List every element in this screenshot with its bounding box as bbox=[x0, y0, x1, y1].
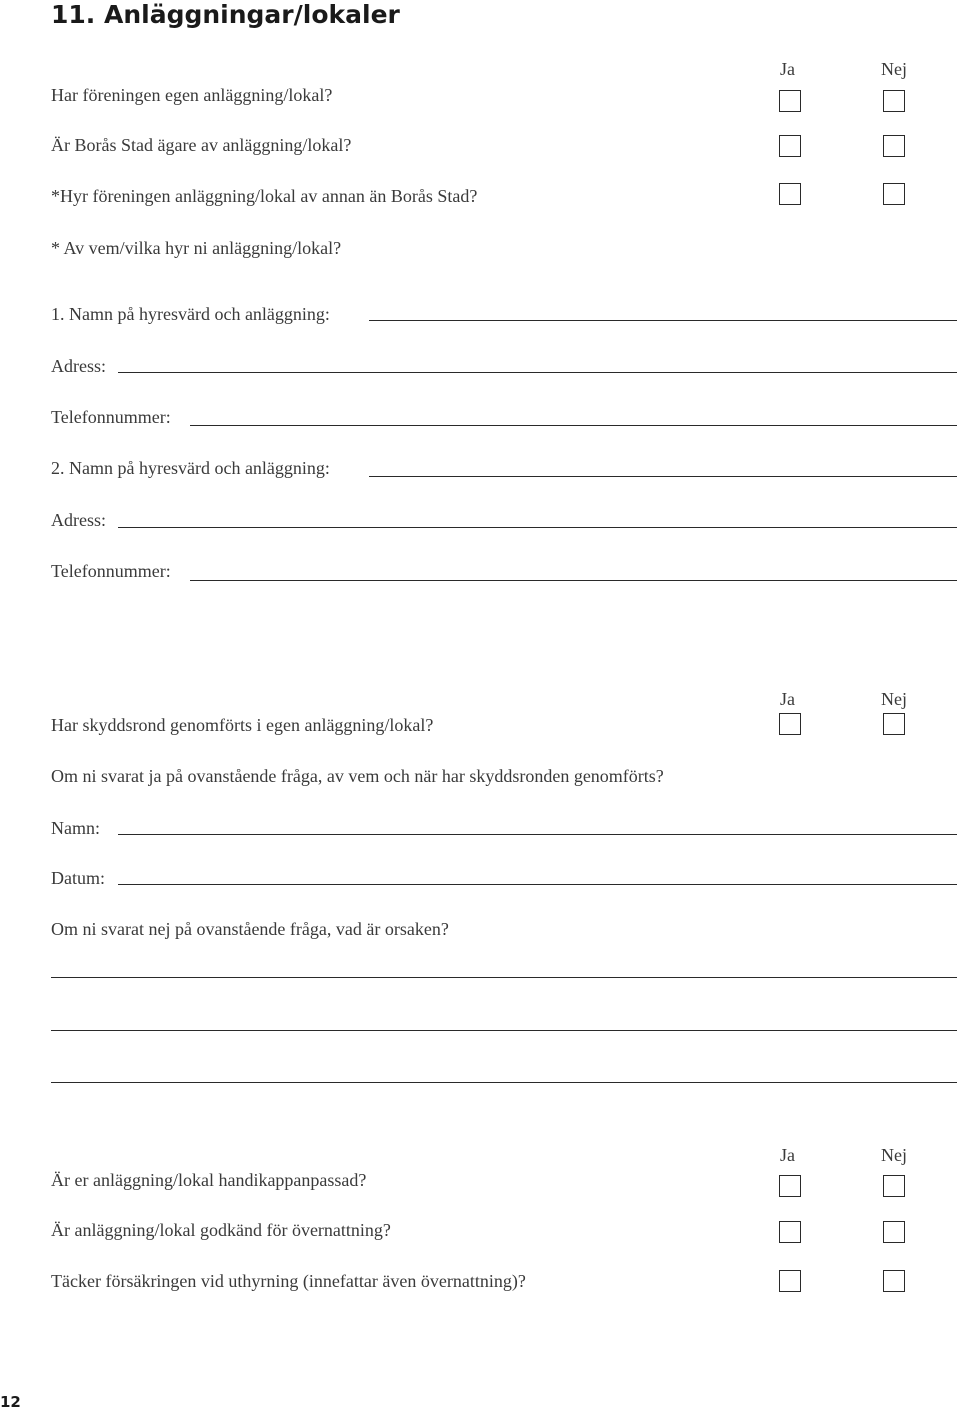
landlord-2-address-label: Adress: bbox=[51, 510, 106, 530]
landlord-2-phone-label: Telefonnummer: bbox=[51, 561, 171, 581]
column-header-no: Nej bbox=[881, 59, 907, 79]
landlord-1-phone-field[interactable] bbox=[190, 425, 957, 426]
accessible-no-checkbox[interactable] bbox=[883, 1175, 905, 1197]
column-header-yes: Ja bbox=[780, 59, 795, 79]
insurance-no-checkbox[interactable] bbox=[883, 1270, 905, 1292]
reason-line-3[interactable] bbox=[51, 1082, 957, 1083]
rent-other-yes-checkbox[interactable] bbox=[779, 183, 801, 205]
rent-other-no-checkbox[interactable] bbox=[883, 183, 905, 205]
landlord-2-address-field[interactable] bbox=[118, 527, 957, 528]
question-city-owner: Är Borås Stad ägare av anläggning/lokal? bbox=[51, 135, 352, 155]
own-facility-no-checkbox[interactable] bbox=[883, 90, 905, 112]
landlord-1-phone-label: Telefonnummer: bbox=[51, 407, 171, 427]
page-number: 12 bbox=[0, 1393, 21, 1411]
insurance-yes-checkbox[interactable] bbox=[779, 1270, 801, 1292]
column-header-yes-3: Ja bbox=[780, 1145, 795, 1165]
safety-round-yes-checkbox[interactable] bbox=[779, 713, 801, 735]
column-header-no-2: Nej bbox=[881, 689, 907, 709]
landlord-1-name-label: 1. Namn på hyresvärd och anläggning: bbox=[51, 304, 330, 324]
reason-line-2[interactable] bbox=[51, 1030, 957, 1031]
landlord-1-address-field[interactable] bbox=[118, 372, 957, 373]
question-insurance: Täcker försäkringen vid uthyrning (innefattar även övernattning)? bbox=[51, 1271, 526, 1291]
column-header-no-3: Nej bbox=[881, 1145, 907, 1165]
own-facility-yes-checkbox[interactable] bbox=[779, 90, 801, 112]
question-rent-other: *Hyr föreningen anläggning/lokal av annan än Borås Stad? bbox=[51, 186, 478, 206]
question-accessible: Är er anläggning/lokal handikappanpassad? bbox=[51, 1170, 367, 1190]
safety-name-field[interactable] bbox=[118, 834, 957, 835]
question-safety-round-reason: Om ni svarat nej på ovanstående fråga, vad är orsaken? bbox=[51, 919, 449, 939]
question-rent-from-whom: * Av vem/vilka hyr ni anläggning/lokal? bbox=[51, 238, 342, 258]
overnight-no-checkbox[interactable] bbox=[883, 1221, 905, 1243]
city-owner-yes-checkbox[interactable] bbox=[779, 135, 801, 157]
question-overnight: Är anläggning/lokal godkänd för övernattning? bbox=[51, 1220, 391, 1240]
reason-line-1[interactable] bbox=[51, 977, 957, 978]
safety-date-label: Datum: bbox=[51, 868, 105, 888]
column-header-yes-2: Ja bbox=[780, 689, 795, 709]
landlord-2-name-label: 2. Namn på hyresvärd och anläggning: bbox=[51, 458, 330, 478]
city-owner-no-checkbox[interactable] bbox=[883, 135, 905, 157]
overnight-yes-checkbox[interactable] bbox=[779, 1221, 801, 1243]
landlord-1-name-field[interactable] bbox=[369, 320, 957, 321]
landlord-2-name-field[interactable] bbox=[369, 476, 957, 477]
question-safety-round: Har skyddsrond genomförts i egen anläggning/lokal? bbox=[51, 715, 434, 735]
landlord-1-address-label: Adress: bbox=[51, 356, 106, 376]
accessible-yes-checkbox[interactable] bbox=[779, 1175, 801, 1197]
safety-round-no-checkbox[interactable] bbox=[883, 713, 905, 735]
section-title: 11. Anläggningar/lokaler bbox=[51, 0, 400, 29]
safety-name-label: Namn: bbox=[51, 818, 100, 838]
question-own-facility: Har föreningen egen anläggning/lokal? bbox=[51, 85, 333, 105]
safety-date-field[interactable] bbox=[118, 884, 957, 885]
question-safety-round-who-when: Om ni svarat ja på ovanstående fråga, av vem och när har skyddsronden genomförts? bbox=[51, 766, 664, 786]
landlord-2-phone-field[interactable] bbox=[190, 580, 957, 581]
